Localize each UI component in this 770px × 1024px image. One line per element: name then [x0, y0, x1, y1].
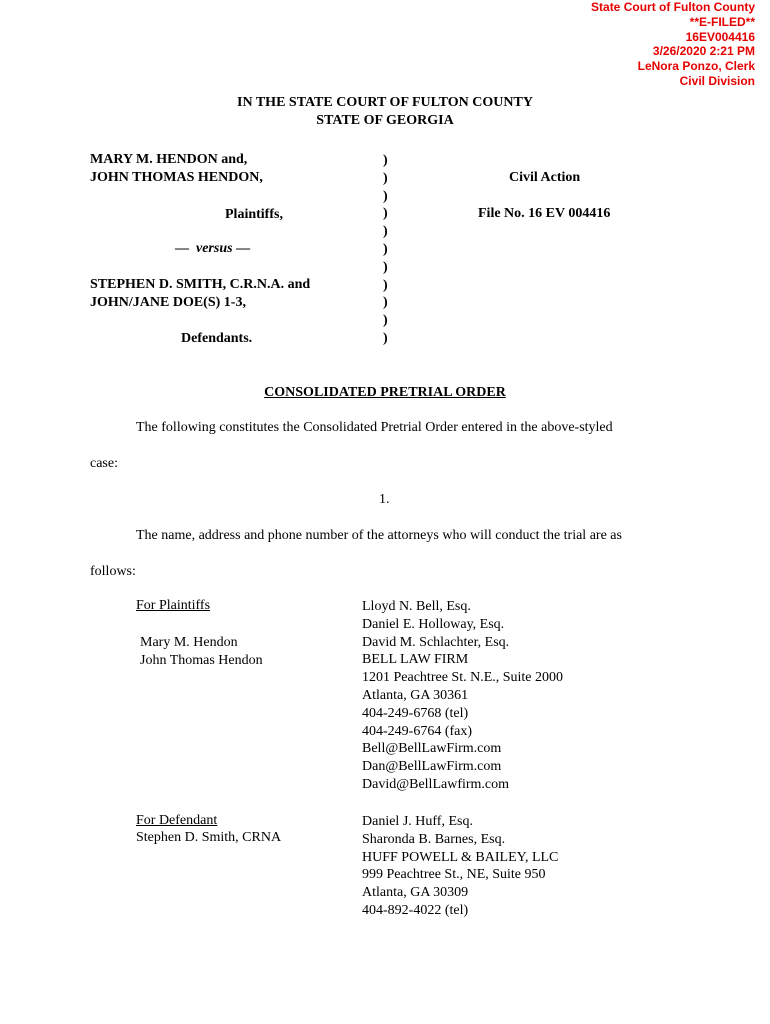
- plaintiffs-label: Plaintiffs,: [225, 207, 283, 222]
- section-1-text-line-2: follows:: [90, 564, 136, 579]
- versus-dash-right: —: [236, 241, 251, 256]
- section-1-text-line-1: The name, address and phone number of the attorneys who will conduct the trial are as: [136, 528, 622, 543]
- court-name: IN THE STATE COURT OF FULTON COUNTY: [237, 95, 533, 110]
- plaintiff-parties: Mary M. Hendon John Thomas Hendon: [140, 635, 263, 668]
- intro-text-line-2: case:: [90, 456, 118, 471]
- stamp-efiled: **E-FILED**: [689, 14, 755, 29]
- versus-word: versus: [196, 241, 233, 256]
- plaintiff-name-2: JOHN THOMAS HENDON,: [90, 170, 263, 185]
- court-state: STATE OF GEORGIA: [316, 113, 454, 128]
- civil-action-label: Civil Action: [509, 170, 581, 185]
- versus-dash-left: —: [175, 241, 189, 256]
- section-number: 1.: [379, 492, 390, 507]
- efiling-stamp: [591, 0, 755, 89]
- caption-divider: ) ) ) ) ) ) ) ) ) ) ): [383, 153, 388, 346]
- defendant-heading: For Defendant: [136, 813, 218, 828]
- stamp-case-number: 16EV004416: [685, 29, 755, 44]
- versus-line: [175, 241, 250, 257]
- stamp-datetime: 3/26/2020 2:21 PM: [652, 44, 755, 59]
- defendant-attorneys: Daniel J. Huff, Esq. Sharonda B. Barnes, Esq. HUFF POWELL & BAILEY, LLC 999 Peachtree St., NE, Suite 950 Atlanta, GA 30309 404-892-4022 (tel): [362, 814, 559, 918]
- file-number: File No. 16 EV 004416: [478, 206, 611, 221]
- defendant-name-1: STEPHEN D. SMITH, C.R.N.A. and: [90, 277, 311, 292]
- defendant-name-2: JOHN/JANE DOE(S) 1-3,: [90, 295, 246, 310]
- plaintiff-name-1: MARY M. HENDON and,: [90, 152, 248, 167]
- defendant-party: Stephen D. Smith, CRNA: [136, 830, 282, 845]
- intro-text-line-1: The following constitutes the Consolidated Pretrial Order entered in the above-styled: [136, 420, 613, 435]
- stamp-court: State Court of Fulton County: [591, 0, 755, 14]
- document-title: CONSOLIDATED PRETRIAL ORDER: [264, 385, 506, 400]
- plaintiffs-attorneys: Lloyd N. Bell, Esq. Daniel E. Holloway, Esq. David M. Schlachter, Esq. BELL LAW FIRM 1201 Peachtree St. N.E., Suite 2000 Atlanta, GA 30361 404-249-6768 (tel) 404-249-6764 (fax) Bell@BellLawFirm.com Dan@BellLawFirm.com David@BellLawfirm.com: [362, 599, 564, 792]
- stamp-division: Civil Division: [679, 73, 755, 88]
- stamp-clerk: LeNora Ponzo, Clerk: [637, 59, 755, 74]
- plaintiffs-heading: For Plaintiffs: [136, 598, 211, 613]
- defendants-label: Defendants.: [181, 331, 253, 346]
